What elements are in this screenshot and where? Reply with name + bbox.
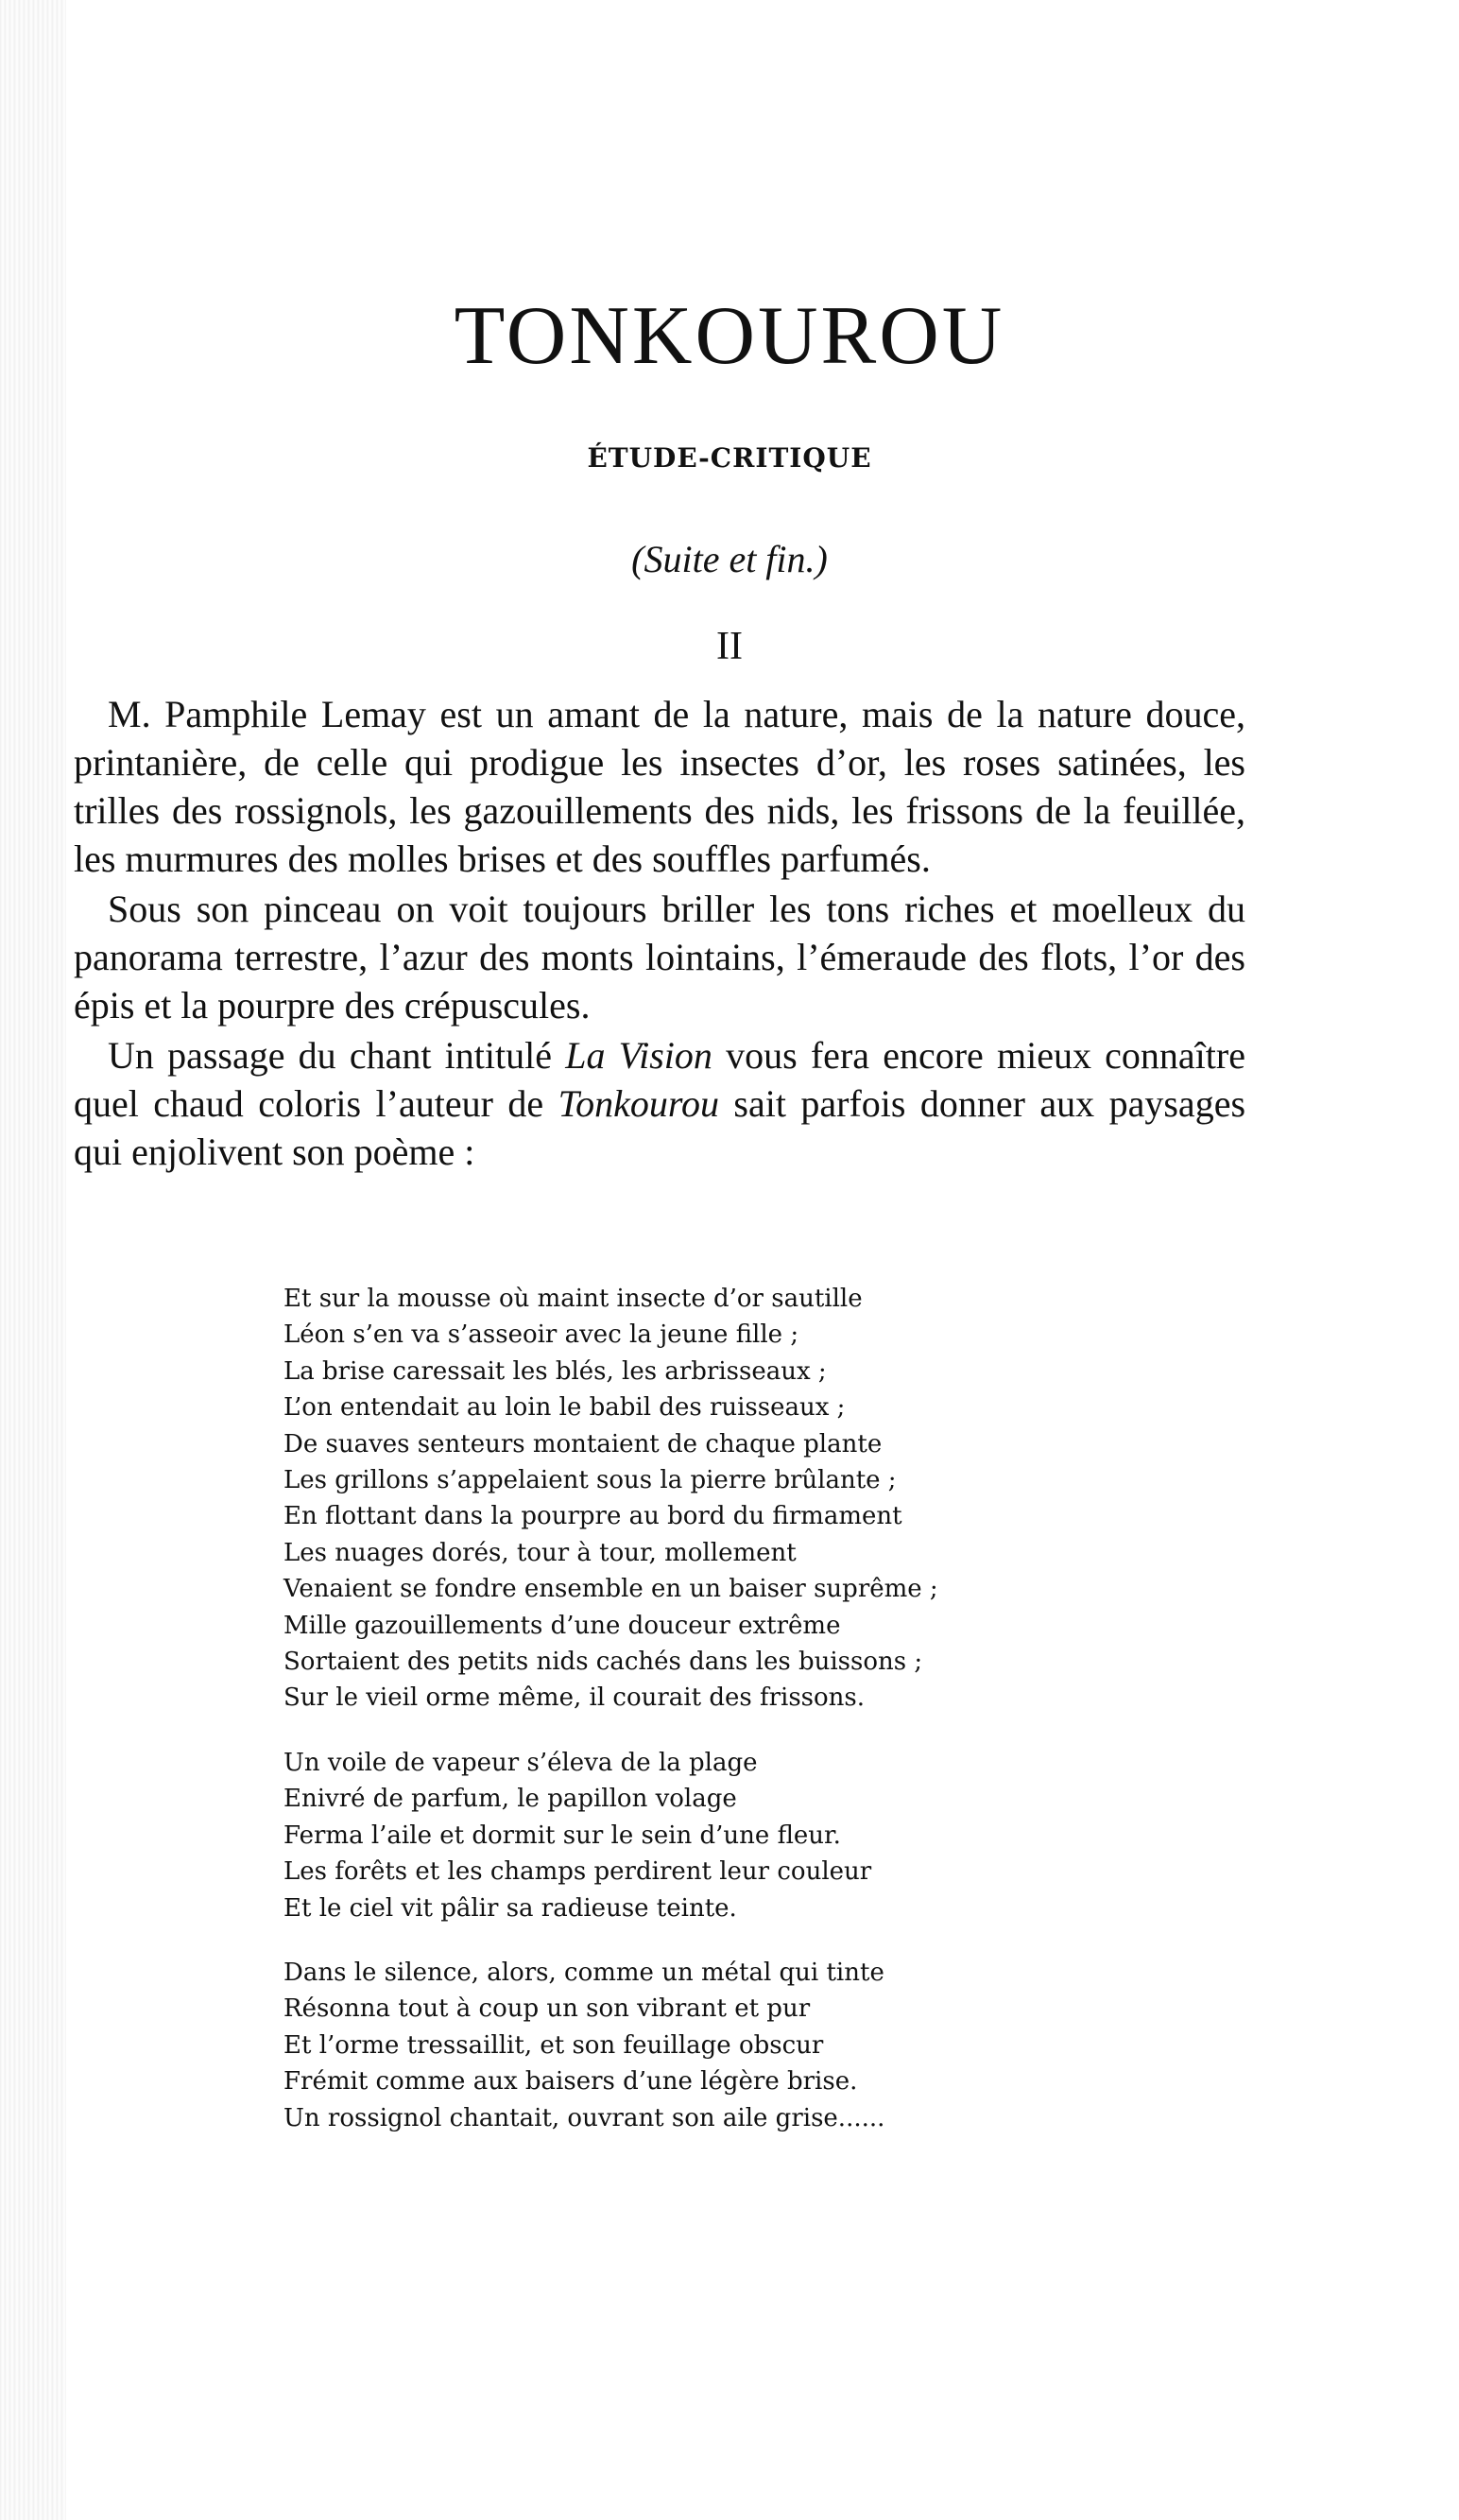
poem-excerpt	[283, 1281, 1058, 2165]
verse-line: Les forêts et les champs perdirent leur couleur	[283, 1857, 872, 1887]
paragraph-3-part-a: Un passage du chant intitulé	[108, 1034, 566, 1077]
verse-line: Un voile de vapeur s’éleva de la plage	[283, 1748, 758, 1777]
stanza-3	[283, 1955, 1058, 2136]
paragraph-3	[74, 1031, 1245, 1176]
page-title: TONKOUROU	[454, 290, 1005, 382]
verse-line: La brise caressait les blés, les arbrisseaux ;	[283, 1356, 827, 1386]
verse-line: En flottant dans la pourpre au bord du firmament	[283, 1502, 902, 1531]
verse-line: Ferma l’aile et dormit sur le sein d’une fleur.	[283, 1821, 841, 1850]
stanza-1	[283, 1281, 1058, 1717]
subtitle: ÉTUDE-CRITIQUE	[587, 442, 872, 474]
verse-line: Résonna tout à coup un son vibrant et pur	[283, 1994, 811, 2024]
paragraph-3-part-c: vous fera encore mieux connaître quel chaud coloris l’auteur de	[74, 1034, 1245, 1125]
verse-line: Enivré de parfum, le papillon volage	[283, 1785, 737, 1814]
paragraph-2: Sous son pinceau on voit toujours briller les tons riches et moelleux du panorama terrestre, l’azur des monts lointains, l’émeraude des flots, l’or des épis et la pourpre des crépuscules.	[74, 888, 1245, 1027]
verse-line: Dans le silence, alors, comme un métal qui tinte	[283, 1958, 884, 1987]
stanza-2	[283, 1745, 1058, 1926]
verse-line: Un rossignol chantait, ouvrant son aile grise......	[283, 2103, 885, 2132]
body-text	[74, 690, 1245, 1178]
verse-line: Et sur la mousse où maint insecte d’or sautille	[283, 1285, 863, 1313]
verse-line: Les nuages dorés, tour à tour, mollement	[283, 1538, 797, 1567]
continuation-text: (Suite et fin.)	[631, 538, 828, 580]
verse-line: Sortaient des petits nids cachés dans les buissons ;	[283, 1648, 923, 1677]
work-title: Tonkourou	[558, 1082, 719, 1125]
chant-title: La Vision	[565, 1034, 712, 1077]
verse-line: Et le ciel vit pâlir sa radieuse teinte.	[283, 1893, 737, 1923]
verse-line: Les grillons s’appelaient sous la pierre brûlante ;	[283, 1466, 897, 1495]
verse-line: Léon s’en va s’asseoir avec la jeune fille ;	[283, 1320, 799, 1350]
verse-line: Mille gazouillements d’une douceur extrême	[283, 1611, 841, 1640]
verse-line: De suaves senteurs montaient de chaque plante	[283, 1429, 883, 1458]
verse-line: L’on entendait au loin le babil des ruisseaux ;	[283, 1393, 846, 1423]
paragraph-3-part-e: sait parfois donner aux paysages qui enjolivent son poème :	[74, 1082, 1246, 1173]
verse-line: Venaient se fondre ensemble en un baiser suprême ;	[283, 1575, 938, 1604]
section-number: II	[716, 625, 743, 668]
verse-line: Sur le vieil orme même, il courait des frissons.	[283, 1683, 866, 1713]
verse-line: Et l’orme tressaillit, et son feuillage obscur	[283, 2030, 824, 2060]
verse-line: Frémit comme aux baisers d’une légère brise.	[283, 2067, 858, 2097]
continuation-note	[0, 537, 1459, 581]
paragraph-1: M. Pamphile Lemay est un amant de la nature, mais de la nature douce, printanière, de celle qui prodigue les insectes d’or, les roses satinées, les trilles des rossignols, les gazouillements des nids, les frissons de la feuillée, les murmures des molles brises et des souffles parfumés.	[74, 693, 1245, 880]
